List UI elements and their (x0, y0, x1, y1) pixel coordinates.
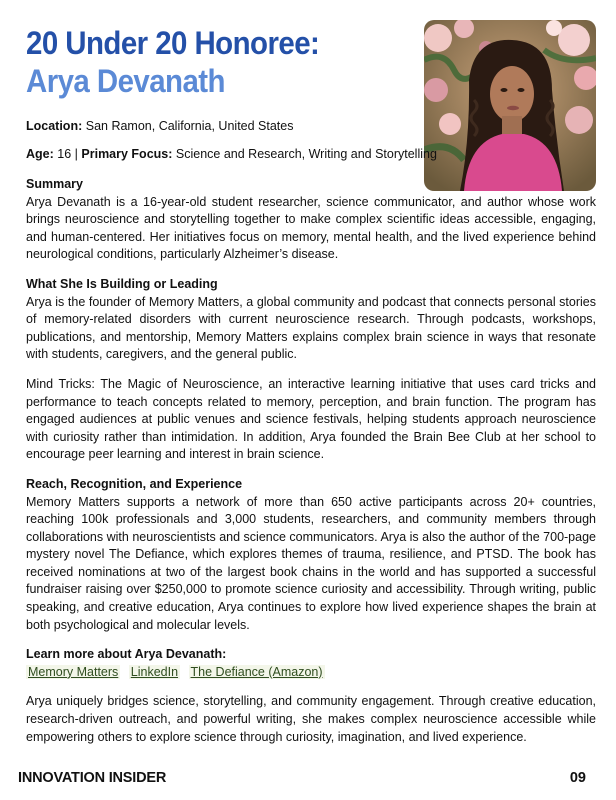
building-heading: What She Is Building or Leading (26, 276, 218, 291)
link-the-defiance-amazon[interactable]: The Defiance (Amazon) (190, 664, 323, 679)
link-linkedin[interactable]: LinkedIn (130, 664, 179, 679)
portrait-photo (424, 20, 596, 191)
building-paragraph-1: Arya is the founder of Memory Matters, a global community and podcast that connects personal stories of memory-related disorders with current neuroscience research. Through podcasts, workshops, publications, and mentorship, Memory Matters explains complex brain science in ways that resonate with students, caregivers, and the general public. (26, 294, 596, 362)
summary-heading: Summary (26, 177, 83, 191)
focus-label: Primary Focus: (81, 147, 173, 161)
focus-value: Science and Research, Writing and Storytelling (175, 147, 437, 161)
article-body (26, 176, 596, 746)
location-line (26, 118, 293, 134)
links-row (26, 664, 596, 682)
reach-heading: Reach, Recognition, and Experience (26, 476, 243, 491)
link-memory-matters[interactable]: Memory Matters (28, 664, 119, 679)
closing-paragraph: Arya uniquely bridges science, storytelling, and community engagement. Through creative education, research-driven outreach, and powerful writing, she makes complex neuroscience accessible while empowering others to explore science through curiosity, imagination, and lived experience. (26, 694, 596, 744)
location-value: San Ramon, California, United States (85, 119, 294, 133)
learn-more-heading: Learn more about Arya Devanath: (26, 647, 227, 662)
page-number: 09 (569, 770, 586, 786)
summary-paragraph: Arya Devanath is a 16-year-old student researcher, science communicator, and author whose work brings neuroscience and storytelling together to make complex scientific ideas accessible, engaging, and human-centered. Her initiatives focus on memory, mental health, and the lived experience behind neurological conditions, particularly Alzheimer’s disease. (26, 194, 596, 262)
page-title (26, 24, 380, 100)
age-value: 16 (57, 147, 72, 161)
age-label: Age: (26, 147, 54, 161)
publication-name: INNOVATION INSIDER (18, 770, 167, 786)
reach-paragraph: Memory Matters supports a network of more than 650 active participants across 20+ countries, reaching 100k professionals and 3,000 students, researchers, and community members through collaborations with neuroscientists and science communicators. Arya is also the author of the 700-page mystery novel The Defiance, which explores themes of trauma, resilience, and PTSD. The book has received nominations at two of the largest book chains in the world and has supported a successful fundraiser raising over $250,000 to promote science curiosity and accessibility. Through writing, public speaking, and creative education, Arya continues to explore how lived experience shapes the brain at both psychological and molecular levels. (26, 494, 596, 632)
separator: | (74, 147, 78, 161)
age-focus-line (26, 146, 437, 162)
title-line-1: 20 Under 20 Honoree: (26, 25, 320, 61)
building-paragraph-2: Mind Tricks: The Magic of Neuroscience, an interactive learning initiative that uses card tricks and performance to teach concepts related to memory, perception, and brain function. The program has engaged audiences at public venues and science festivals, helping students approach neuroscience with curiosity rather than intimidation. In addition, Arya founded the Brain Bee Club at her school to encourage peer learning and interest in brain science. (26, 376, 596, 462)
title-line-2-name: Arya Devanath (26, 63, 225, 99)
location-label: Location: (26, 119, 83, 133)
